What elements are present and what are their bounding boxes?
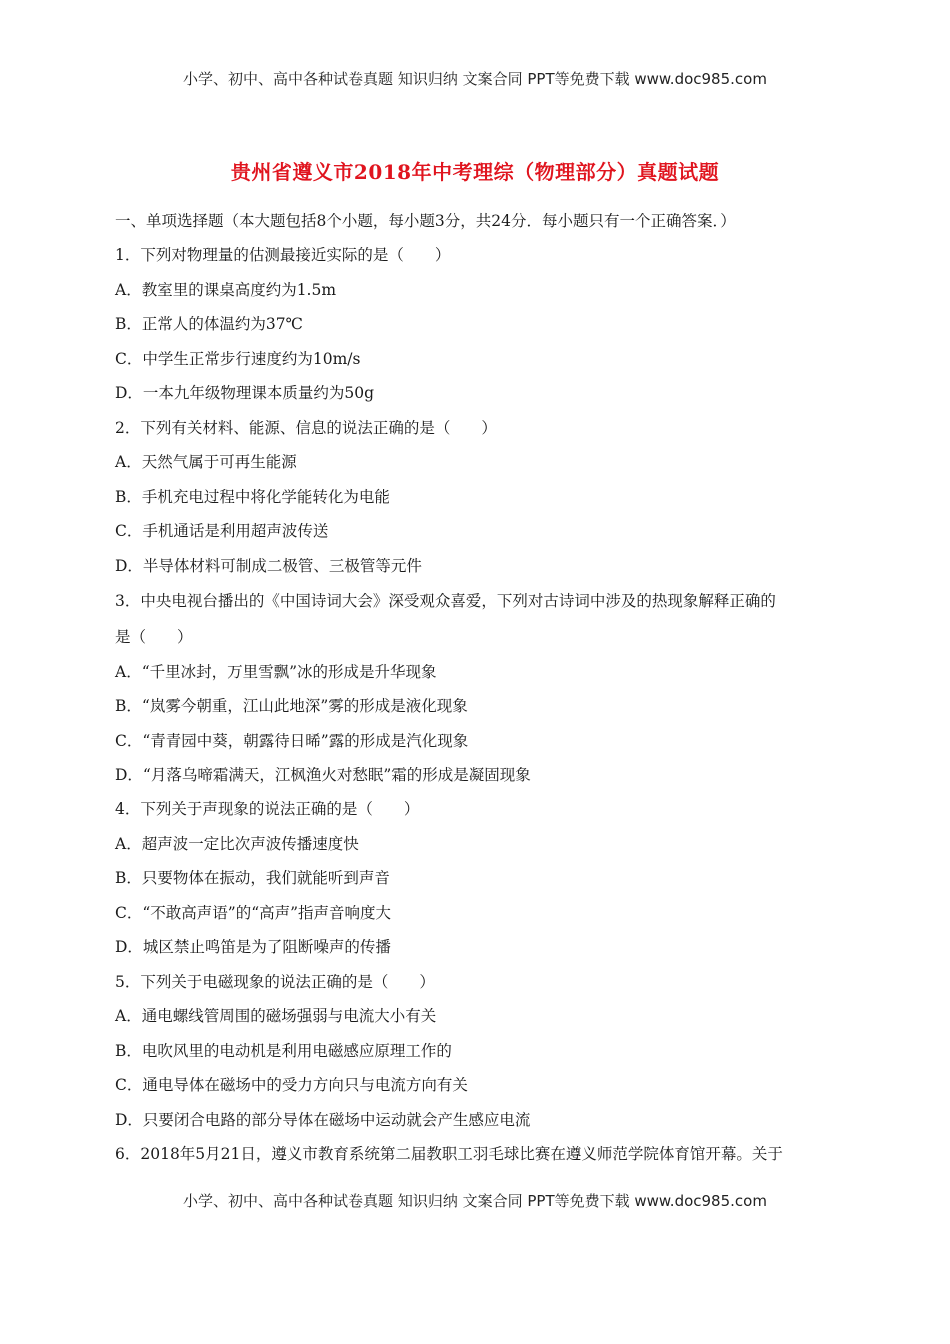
option-a: A．“千里冰封，万里雪飘”冰的形成是升华现象 — [115, 663, 437, 681]
page-title: 贵州省遵义市2018年中考理综（物理部分）真题试题 — [230, 160, 720, 184]
option-d: D．“月落乌啼霜满天，江枫渔火对愁眠”霜的形成是凝固现象 — [115, 766, 531, 784]
question-stem: 1．下列对物理量的估测最接近实际的是（ ） — [115, 246, 451, 264]
option-a: A．超声波一定比次声波传播速度快 — [115, 835, 359, 853]
question-stem: 2．下列有关材料、能源、信息的说法正确的是（ ） — [115, 419, 497, 437]
option-b: B．“岚雾今朝重，江山此地深”雾的形成是液化现象 — [115, 697, 468, 715]
option-b: B．电吹风里的电动机是利用电磁感应原理工作的 — [115, 1042, 452, 1060]
option-d: D．只要闭合电路的部分导体在磁场中运动就会产生感应电流 — [115, 1111, 531, 1129]
option-c: C．通电导体在磁场中的受力方向只与电流方向有关 — [115, 1076, 468, 1094]
option-b: B．只要物体在振动，我们就能听到声音 — [115, 869, 390, 887]
question-stem: 3．中央电视台播出的《中国诗词大会》深受观众喜爱，下列对古诗词中涉及的热现象解释正确的 — [115, 592, 776, 610]
option-c: C．“不敢高声语”的“高声”指声音响度大 — [115, 904, 392, 922]
section-heading: 一、单项选择题（本大题包括8个小题，每小题3分，共24分．每小题只有一个正确答案．） — [115, 212, 736, 230]
option-a: A．教室里的课桌高度约为1.5m — [115, 281, 337, 299]
option-b: B．手机充电过程中将化学能转化为电能 — [115, 488, 390, 506]
page-footer: 小学、初中、高中各种试卷真题 知识归纳 文案合同 PPT等免费下载 www.doc985.com — [183, 1192, 767, 1210]
option-d: D．一本九年级物理课本质量约为50g — [115, 384, 375, 402]
option-c: C．“青青园中葵，朝露待日晞”露的形成是汽化现象 — [115, 732, 469, 750]
page-header: 小学、初中、高中各种试卷真题 知识归纳 文案合同 PPT等免费下载 www.doc985.com — [183, 70, 767, 88]
option-d: D．城区禁止鸣笛是为了阻断噪声的传播 — [115, 938, 391, 956]
question-stem: 5．下列关于电磁现象的说法正确的是（ ） — [115, 973, 435, 991]
option-b: B．正常人的体温约为37℃ — [115, 315, 303, 333]
option-a: A．通电螺线管周围的磁场强弱与电流大小有关 — [115, 1007, 437, 1025]
option-d: D．半导体材料可制成二极管、三极管等元件 — [115, 557, 422, 575]
question-stem-continued: 是（ ） — [115, 628, 193, 646]
question-stem: 6．2018年5月21日，遵义市教育系统第二届教职工羽毛球比赛在遵义师范学院体育馆开幕。关于 — [115, 1145, 783, 1163]
option-a: A．天然气属于可再生能源 — [115, 453, 297, 471]
option-c: C．中学生正常步行速度约为10m/s — [115, 350, 361, 368]
option-c: C．手机通话是利用超声波传送 — [115, 522, 329, 540]
question-stem: 4．下列关于声现象的说法正确的是（ ） — [115, 800, 420, 818]
